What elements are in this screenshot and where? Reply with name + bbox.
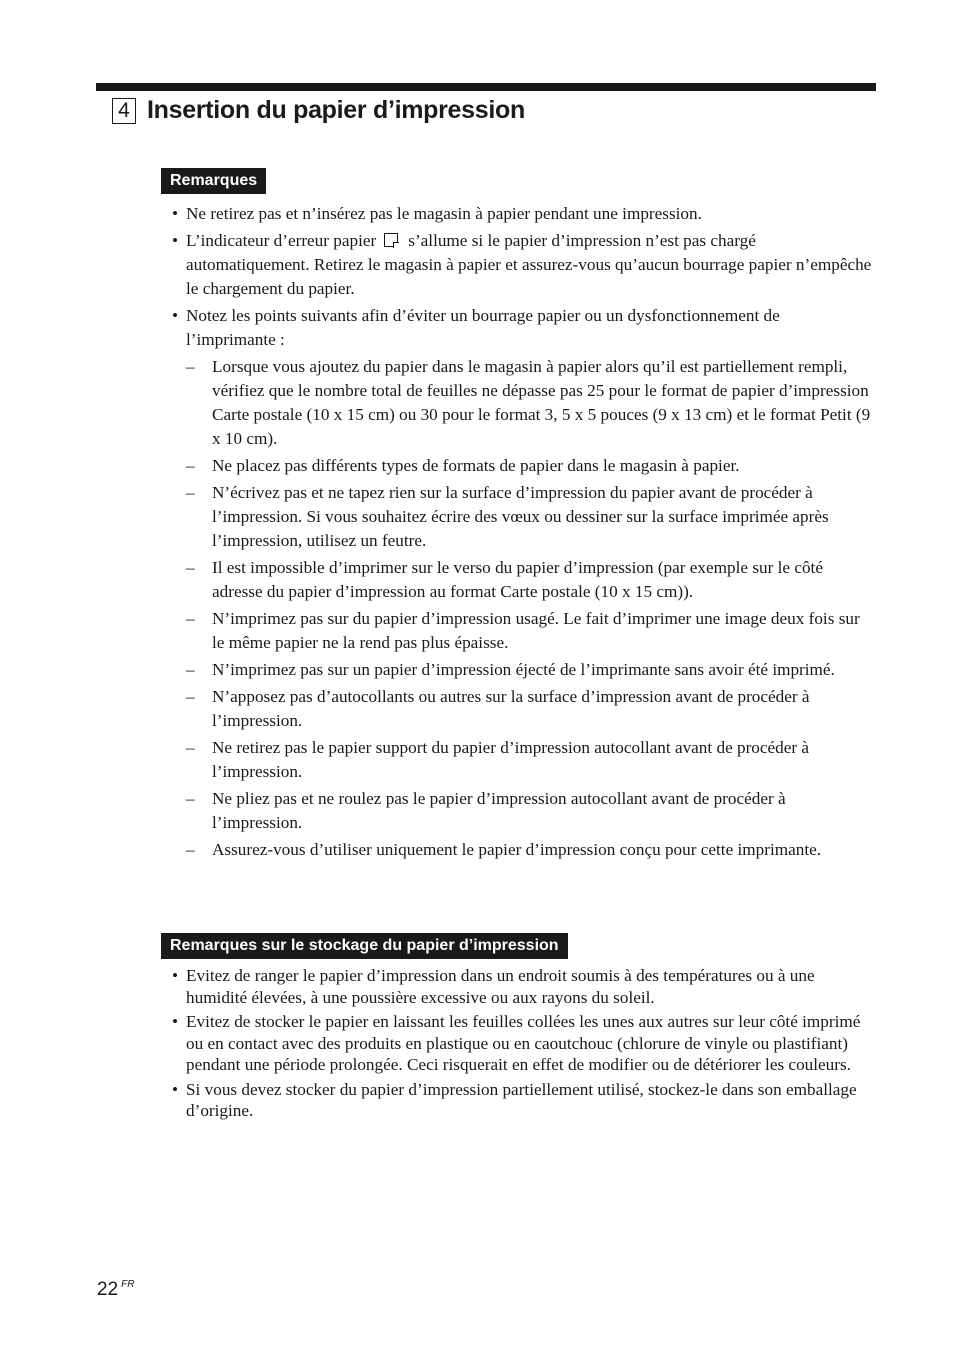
sub-list-item (186, 787, 872, 835)
list-item (172, 1011, 872, 1076)
bullet-icon: • (172, 204, 179, 223)
sub-list-item (186, 355, 872, 451)
sub-item-text: Lorsque vous ajoutez du papier dans le magasin à papier alors qu’il est partiellement rempli, vérifiez que le nombre total de feuilles ne dépasse pas 25 pour le format de papier d’impression Carte postale (10 x 15 cm) ou 30 pour le format 3, 5 x 5 pouces (9 x 13 cm) et le format Petit (9 x 10 cm). (212, 357, 871, 448)
dash-icon: – (186, 483, 195, 502)
page-number-value: 22 (97, 1279, 119, 1300)
list-item (172, 965, 872, 1008)
stockage-label: Remarques sur le stockage du papier d’impression (161, 933, 568, 959)
list-item-text: L’indicateur d’erreur papier (186, 231, 377, 250)
remarques-list (172, 202, 872, 865)
section-top-rule (96, 83, 876, 91)
sub-list-item (186, 736, 872, 784)
dash-icon: – (186, 687, 195, 706)
sub-list-item (186, 838, 872, 862)
dash-icon: – (186, 738, 195, 757)
sub-item-text: Il est impossible d’imprimer sur le verso du papier d’impression (par exemple sur le côté adresse du papier d’impression au format Carte postale (10 x 15 cm)). (212, 558, 823, 601)
remarques-label: Remarques (161, 168, 266, 194)
bullet-icon: • (172, 231, 179, 250)
bullet-icon: • (172, 966, 179, 985)
sub-item-text: Ne retirez pas le papier support du papier d’impression autocollant avant de procéder à l’impression. (212, 738, 810, 781)
sub-list-item (186, 658, 872, 682)
list-item (172, 202, 872, 226)
sub-list (186, 355, 872, 862)
dash-icon: – (186, 789, 195, 808)
paper-error-icon (384, 233, 398, 247)
list-item-text: Evitez de stocker le papier en laissant les feuilles collées les unes aux autres sur leur côté imprimé ou en contact avec des produits en plastique ou en caoutchouc (chlorure de vinyle ou plastifiant) pendant une période prolongée. Ceci risquerait en effet de modifier ou de détériorer les couleurs. (186, 1012, 861, 1074)
list-item (172, 304, 872, 862)
sub-item-text: N’imprimez pas sur du papier d’impression usagé. Le fait d’imprimer une image deux fois sur le même papier ne la rend pas plus épaisse. (212, 609, 860, 652)
page-number (97, 1279, 134, 1301)
bullet-icon: • (172, 306, 179, 325)
dash-icon: – (186, 456, 195, 475)
dash-icon: – (186, 660, 195, 679)
sub-list-item (186, 556, 872, 604)
section-heading (112, 96, 525, 125)
page-language: FR (121, 1279, 135, 1290)
list-item-text: s’allume si le papier d’impression n’est pas chargé automatiquement. Retirez le magasin à papier et assurez-vous qu’aucun bourrage papier n’empêche le chargement du papier. (186, 231, 872, 298)
sub-item-text: Assurez-vous d’utiliser uniquement le papier d’impression conçu pour cette imprimante. (212, 840, 822, 859)
page-title: Insertion du papier d’impression (147, 96, 525, 124)
list-item-text: Si vous devez stocker du papier d’impression partiellement utilisé, stockez-le dans son emballage d’origine. (186, 1079, 857, 1120)
sub-item-text: N’écrivez pas et ne tapez rien sur la surface d’impression du papier avant de procéder à l’impression. Si vous souhaitez écrire des vœux ou dessiner sur la surface imprimée après l’impression, utilisez un feutre. (212, 483, 829, 550)
sub-item-text: N’apposez pas d’autocollants ou autres sur la surface d’impression avant de procéder à l’impression. (212, 687, 810, 730)
list-item-text: Notez les points suivants afin d’éviter un bourrage papier ou un dysfonctionnement de l’imprimante : (186, 306, 780, 349)
stockage-list (172, 965, 872, 1125)
sub-item-text: Ne placez pas différents types de formats de papier dans le magasin à papier. (212, 456, 740, 475)
list-item-text: Evitez de ranger le papier d’impression dans un endroit soumis à des températures ou à une humidité élevées, à une poussière excessive ou aux rayons du soleil. (186, 966, 815, 1007)
sub-list-item (186, 454, 872, 478)
list-item-text: Ne retirez pas et n’insérez pas le magasin à papier pendant une impression. (186, 204, 702, 223)
step-number-box: 4 (112, 98, 136, 124)
dash-icon: – (186, 357, 195, 376)
sub-item-text: Ne pliez pas et ne roulez pas le papier d’impression autocollant avant de procéder à l’impression. (212, 789, 786, 832)
list-item (172, 1079, 872, 1122)
sub-list-item (186, 607, 872, 655)
dash-icon: – (186, 609, 195, 628)
sub-list-item (186, 685, 872, 733)
dash-icon: – (186, 840, 195, 859)
bullet-icon: • (172, 1012, 179, 1031)
bullet-icon: • (172, 1079, 179, 1099)
list-item (172, 229, 872, 301)
sub-item-text: N’imprimez pas sur un papier d’impression éjecté de l’imprimante sans avoir été imprimé. (212, 660, 835, 679)
sub-list-item (186, 481, 872, 553)
dash-icon: – (186, 558, 195, 577)
